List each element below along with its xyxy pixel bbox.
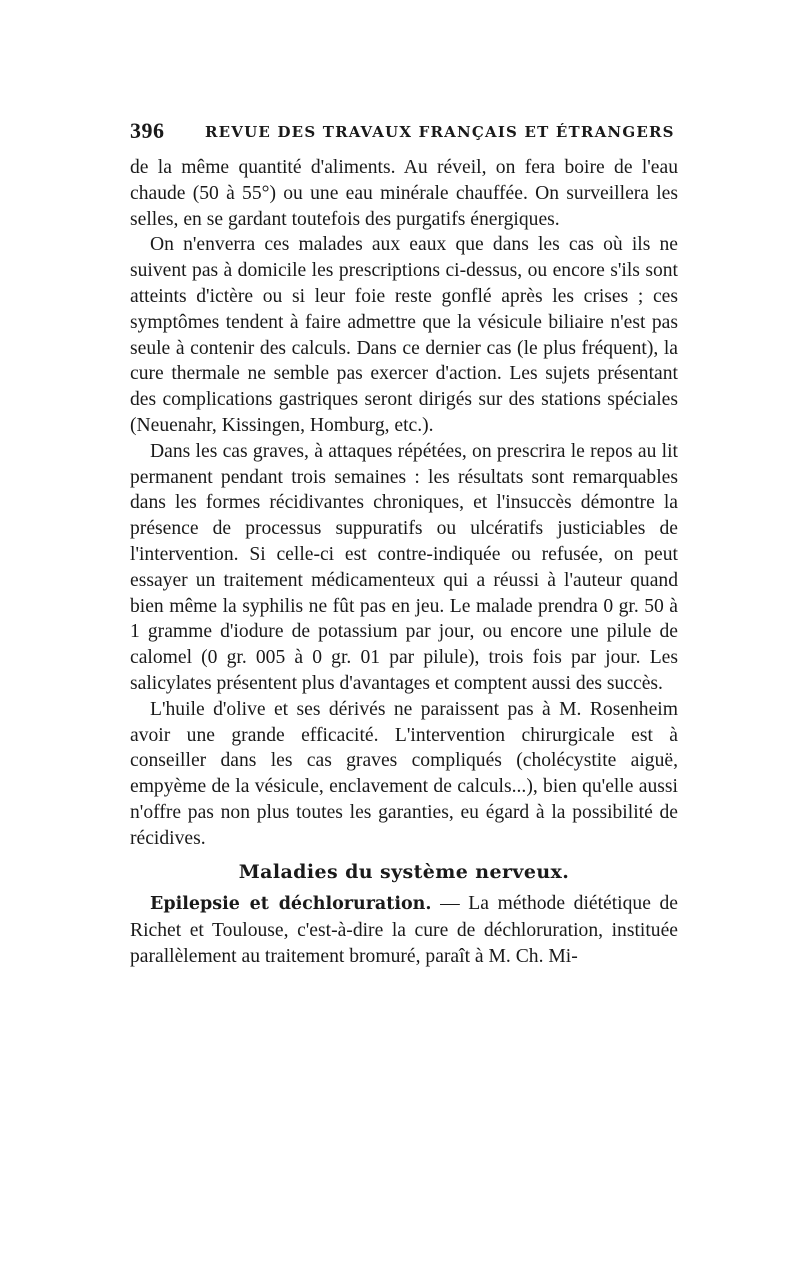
paragraph-subhead: Epilepsie et déchloruration.	[150, 894, 432, 915]
section-heading: Maladies du système nerveux.	[238, 860, 570, 883]
paragraph-huile-olive: L'huile d'olive et ses dérivés ne paraissent pas à M. Rosenheim avoir une grande efficacité. L'intervention chirurgicale est à conseiller dans les cas graves compliqués (cholécystite aiguë, empyème de la vésicule, enclavement de calculs...), bien qu'elle aussi n'offre pas non plus toutes les garanties, eu égard à la possibilité de récidives.	[130, 698, 678, 849]
page-number: 396	[130, 118, 165, 143]
paragraph-epilepsie	[130, 891, 678, 969]
paragraph-eaux: On n'enverra ces malades aux eaux que dans les cas où ils ne suivent pas à domicile les prescriptions ci-dessus, ou encore s'ils sont atteints d'ictère ou si leur foie reste gonflé après les crises ; ces symptômes tendent à faire admettre que la vésicule biliaire n'est pas seule à contenir des calculs. Dans ce dernier cas (le plus fréquent), la cure thermale ne semble pas exercer d'action. Les sujets présentant des complications gastriques seront dirigés sur des stations spéciales (Neuenahr, Kissingen, Homburg, etc.).	[130, 234, 678, 436]
paragraph-continuation: de la même quantité d'aliments. Au réveil, on fera boire de l'eau chaude (50 à 55°) ou une eau minérale chauffée. On surveillera les selles, en se gardant toutefois des purgatifs énergiques.	[130, 157, 678, 230]
body-text	[130, 155, 678, 970]
running-title: REVUE DES TRAVAUX FRANÇAIS ET ÉTRANGERS	[205, 123, 675, 141]
running-head	[130, 118, 678, 152]
paragraph-cas-graves: Dans les cas graves, à attaques répétées, on prescrira le repos au lit permanent pendant trois semaines : les résultats sont remarquables dans les formes récidivantes chroniques, et l'insuccès démontre la présence de processus suppuratifs ou ulcératifs justiciables de l'intervention. Si celle-ci est contre-indiquée ou refusée, on peut essayer un traitement médicamenteux qui a réussi à l'auteur quand bien même la syphilis ne fût pas en jeu. Le malade prendra 0 gr. 50 à 1 gramme d'iodure de potassium par jour, ou encore une pilule de calomel (0 gr. 005 à 0 gr. 01 par pilule), trois fois par jour. Les salicylates présentent plus d'avantages et comptent aussi des succès.	[130, 440, 678, 694]
paragraph-epilepsie-text: — La méthode diététique de Richet et Toulouse, c'est-à-dire la cure de déchloruration, instituée parallèlement au traitement bromuré, paraît à M. Ch. Mi-	[130, 893, 679, 967]
